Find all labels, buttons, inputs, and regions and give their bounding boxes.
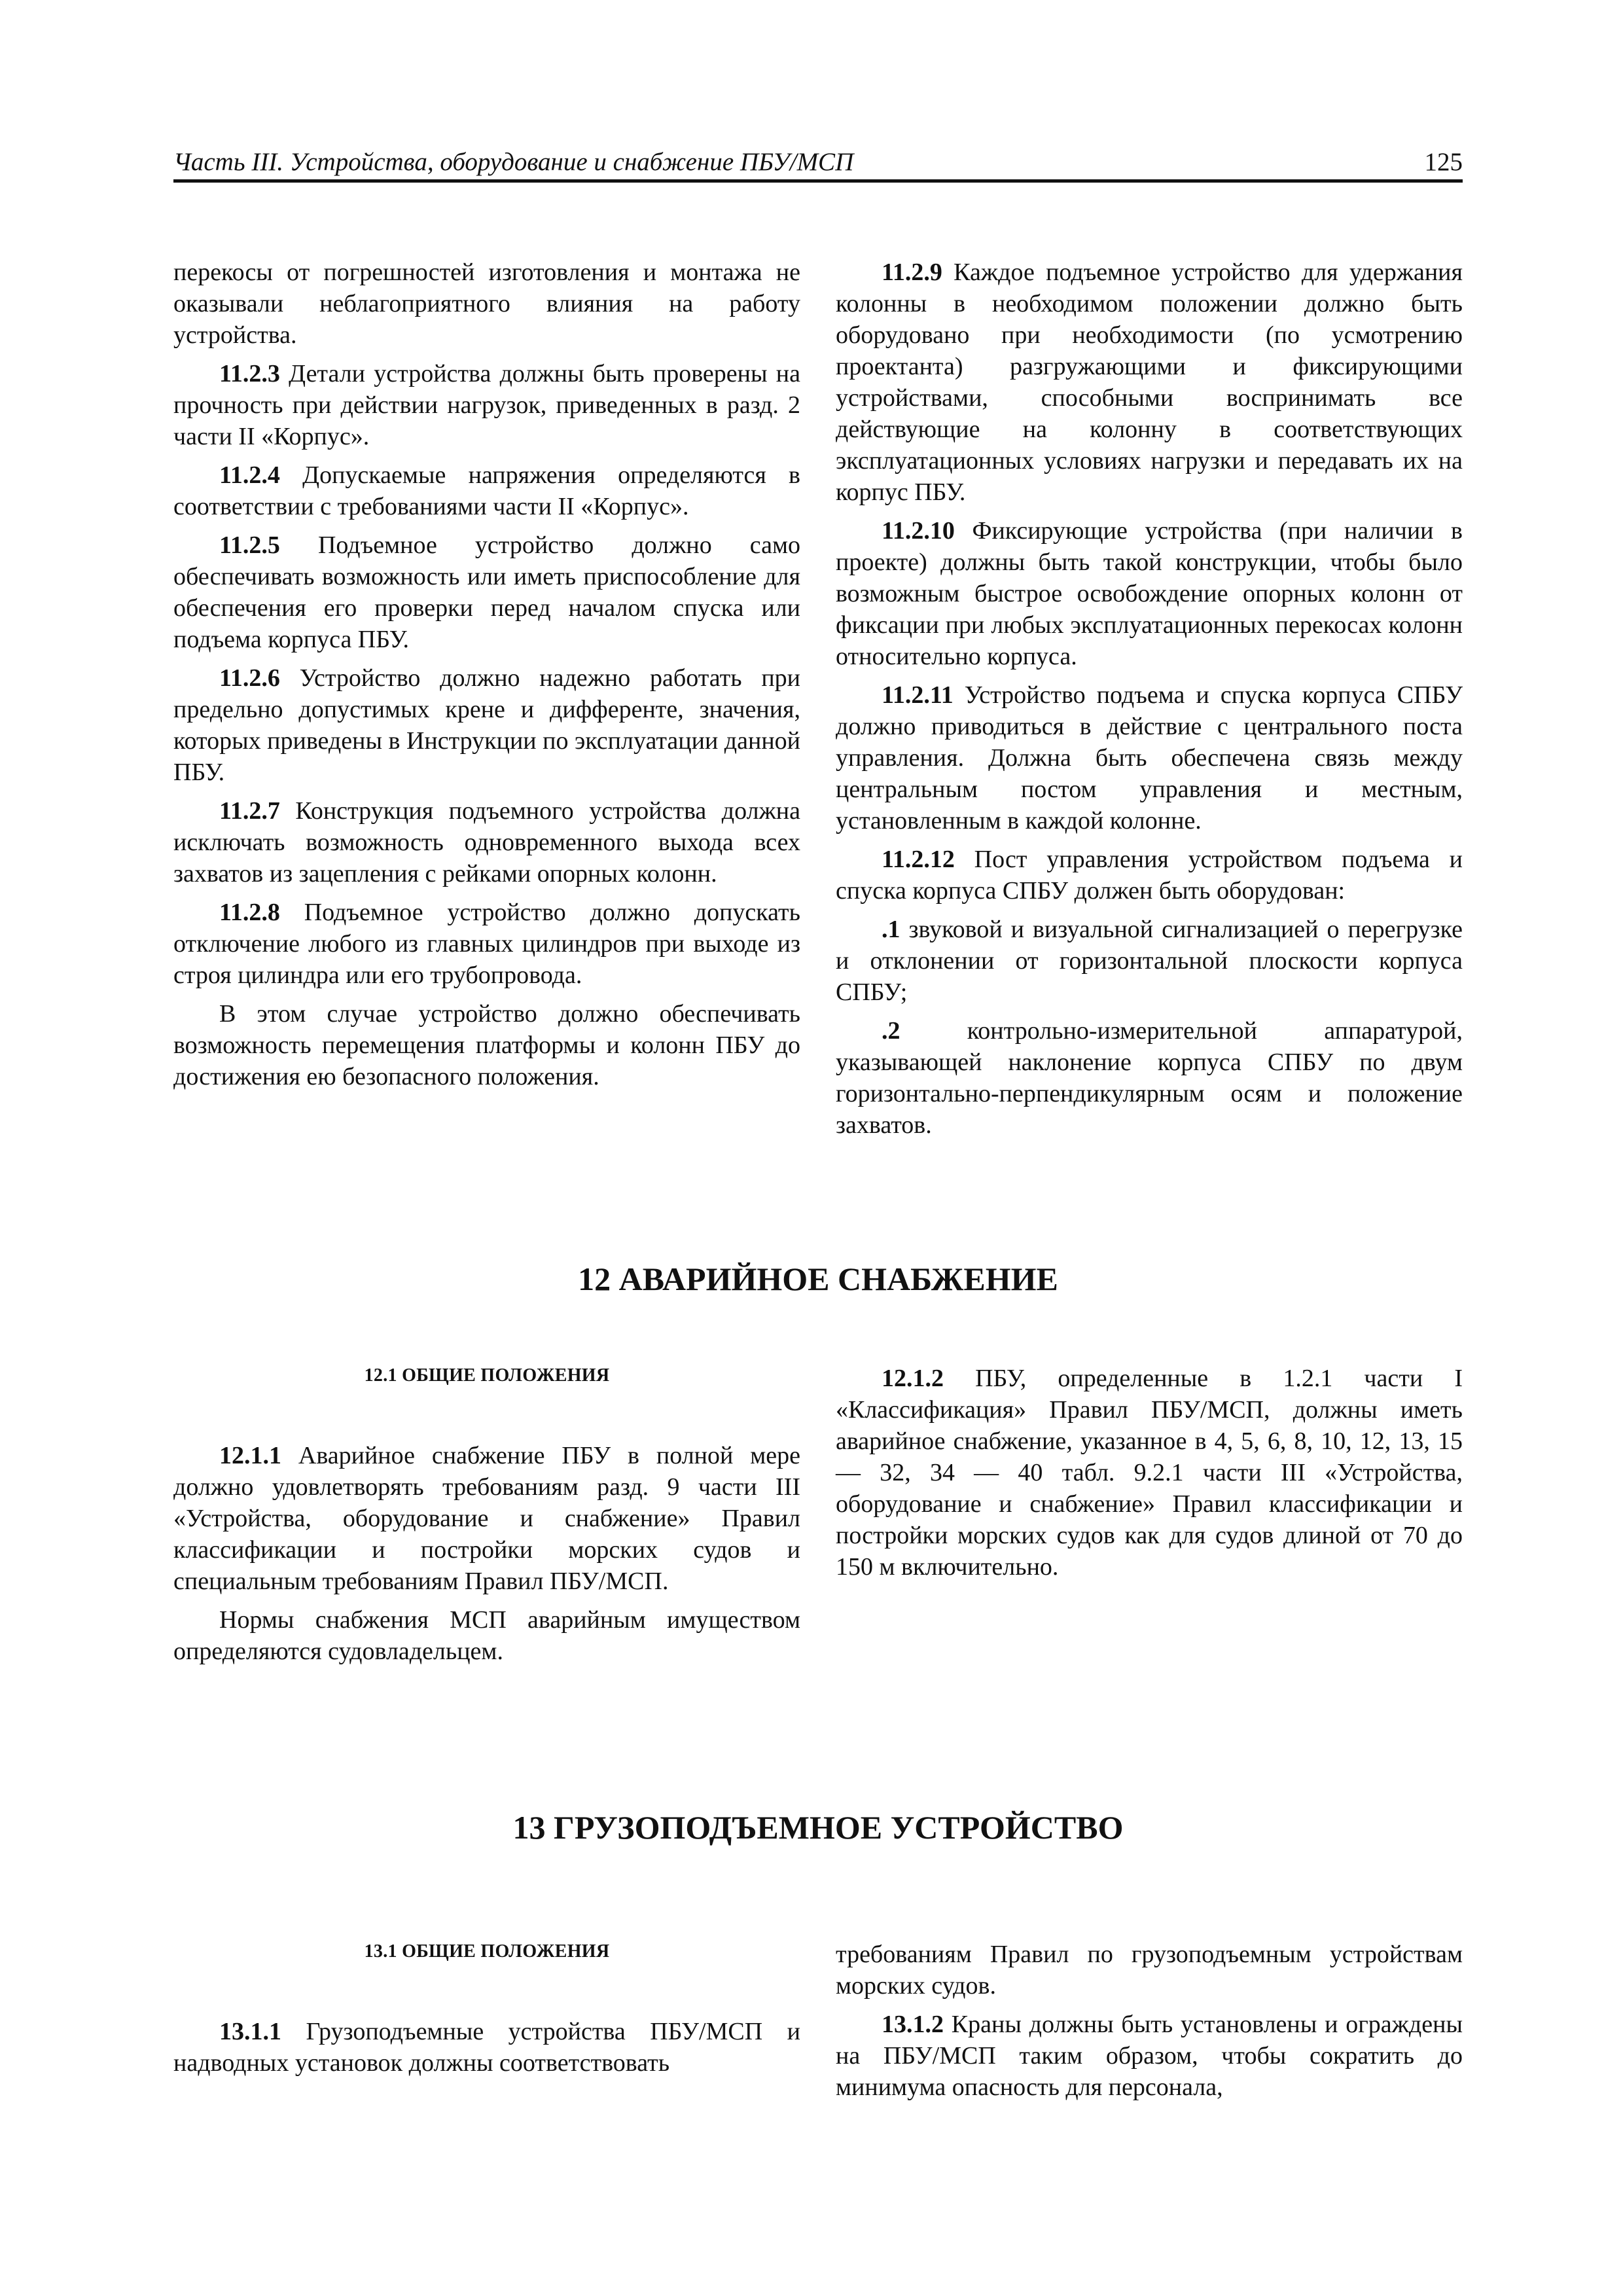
header-title: Часть III. Устройства, оборудование и снабжение ПБУ/МСП [173, 148, 854, 176]
clause-number: 11.2.7 [219, 797, 280, 825]
paragraph: 11.2.8 Подъемное устройство должно допускать отключение любого из главных цилиндров при выходе из строя цилиндра или его трубопровода. [173, 899, 800, 989]
section12-left-column [173, 1363, 800, 1674]
clause-number: 11.2.5 [219, 531, 280, 559]
paragraph: 11.2.11 Устройство подъема и спуска корпуса СПБУ должно приводиться в действие с центрального поста управления. Должна быть обеспечена связь между центральным постом управления и местным, установленным в каждой колонне. [836, 681, 1463, 834]
clause-number: 12.1.2 [882, 1365, 944, 1392]
paragraph: В этом случае устройство должно обеспечивать возможность перемещения платформы и колонн ПБУ до достижения ею безопасного положения. [173, 1000, 800, 1090]
section13-right-column [836, 1939, 1463, 2110]
list-item: .1 звуковой и визуальной сигнализацией о перегрузке и отклонении от горизонтальной плоскости корпуса СПБУ; [836, 916, 1463, 1006]
paragraph: 12.1.2 ПБУ, определенные в 1.2.1 части I «Классификация» Правил ПБУ/МСП, должны иметь аварийное снабжение, указанное в 4, 5, 6, 8, 10, 12, 13, 15 — 32, 34 — 40 табл. 9.2.1 части III «Устройства, оборудование и снабжение» Правил классификации и постройки морских судов как для судов длиной от 70 до 150 м включительно. [836, 1365, 1463, 1581]
paragraph: 11.2.4 Допускаемые напряжения определяются в соответствии с требованиями части II «Корпус». [173, 461, 800, 520]
list-number: .1 [882, 916, 901, 943]
chapter-heading-13: 13 ГРУЗОПОДЪЕМНОЕ УСТРОЙСТВО [512, 1809, 1124, 1846]
clause-number: 11.2.8 [219, 899, 280, 926]
section11-left-column [173, 257, 800, 1100]
chapter-heading-12: 12 АВАРИЙНОЕ СНАБЖЕНИЕ [578, 1261, 1058, 1297]
paragraph: 13.1.2 Краны должны быть установлены и ограждены на ПБУ/МСП таким образом, чтобы сократить до минимума опасность для персонала, [836, 2011, 1463, 2101]
clause-number: 11.2.9 [882, 259, 942, 286]
list-item: .2 контрольно-измерительной аппаратурой, указывающей наклонение корпуса СПБУ по двум горизонтально-перпендикулярным осям и положение захватов. [836, 1017, 1463, 1139]
paragraph: требованиям Правил по грузоподъемным устройствам морских судов. [836, 1941, 1463, 2000]
paragraph: Нормы снабжения МСП аварийным имуществом определяются судовладельцем. [173, 1606, 800, 1665]
clause-number: 11.2.6 [219, 664, 280, 692]
subsection-heading: 12.1 ОБЩИЕ ПОЛОЖЕНИЯ [364, 1365, 610, 1386]
clause-number: 11.2.12 [882, 846, 955, 873]
paragraph: 11.2.7 Конструкция подъемного устройства должна исключать возможность одновременного выхода всех захватов из зацепления с рейками опорных колонн. [173, 797, 800, 888]
running-header [173, 145, 1463, 183]
section11-right-column [836, 257, 1463, 1148]
clause-number: 13.1.2 [882, 2011, 944, 2038]
paragraph: перекосы от погрешностей изготовления и монтажа не оказывали неблагоприятного влияния на работу устройства. [173, 259, 800, 349]
paragraph: 11.2.10 Фиксирующие устройства (при наличии в проекте) должны быть такой конструкции, чтобы было возможным быстрое освобождение опорных колонн от фиксации при любых эксплуатационных перекосах колонн относительно корпуса. [836, 517, 1463, 670]
paragraph: 13.1.1 Грузоподъемные устройства ПБУ/МСП и надводных установок должны соответствовать [173, 2018, 800, 2077]
clause-number: 11.2.10 [882, 517, 955, 545]
page-number: 125 [1424, 148, 1463, 176]
paragraph: 11.2.9 Каждое подъемное устройство для удержания колонны в необходимом положении должно быть оборудовано при необходимости (по усмотрению проектанта) разгружающими и фиксирующими устройствами, способными воспринимать все действующие на колонну в соответствующих эксплуатационных условиях нагрузки и передавать их на корпус ПБУ. [836, 259, 1463, 506]
clause-number: 11.2.4 [219, 461, 280, 489]
list-number: .2 [882, 1017, 901, 1045]
clause-number: 12.1.1 [219, 1442, 281, 1469]
paragraph: 11.2.5 Подъемное устройство должно само обеспечивать возможность или иметь приспособление для обеспечения его проверки перед началом спуска или подъема корпуса ПБУ. [173, 531, 800, 653]
paragraph: 11.2.12 Пост управления устройством подъема и спуска корпуса СПБУ должен быть оборудован: [836, 846, 1463, 905]
clause-number: 11.2.3 [219, 360, 280, 387]
section13-left-column [173, 1939, 800, 2086]
paragraph: 12.1.1 Аварийное снабжение ПБУ в полной мере должно удовлетворять требованиям разд. 9 части III «Устройства, оборудование и снабжение» Правил классификации и постройки морских судов и специальным требованиям Правил ПБУ/МСП. [173, 1442, 800, 1595]
clause-number: 11.2.11 [882, 681, 954, 709]
paragraph: 11.2.6 Устройство должно надежно работать при предельно допустимых крене и дифференте, значения, которых приведены в Инструкции по эксплуатации данной ПБУ. [173, 664, 800, 786]
clause-number: 13.1.1 [219, 2018, 281, 2045]
paragraph: 11.2.3 Детали устройства должны быть проверены на прочность при действии нагрузок, приведенных в разд. 2 части II «Корпус». [173, 360, 800, 450]
section12-right-column [836, 1363, 1463, 1590]
subsection-heading: 13.1 ОБЩИЕ ПОЛОЖЕНИЯ [364, 1941, 610, 1962]
